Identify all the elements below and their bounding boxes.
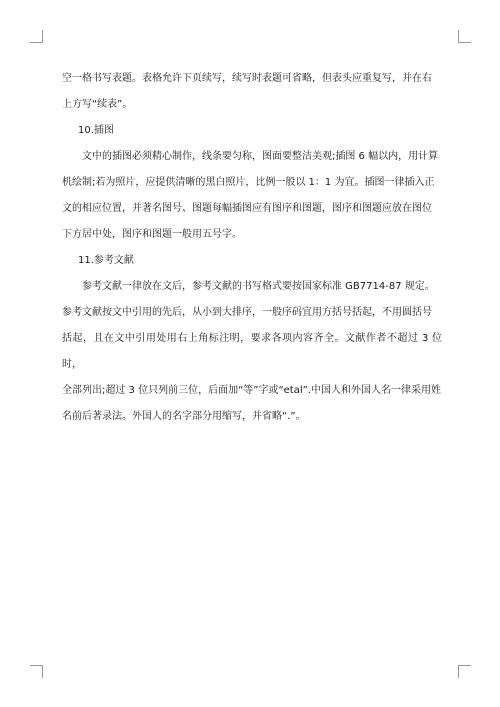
crop-mark-bottom-right [458,665,471,678]
crop-mark-bottom-left [30,665,43,678]
illustrations-paragraph: 文中的插图必须精心制作，线条要匀称，图面要整洁美观;插图 6 幅以内，用计算 机绘制;若为照片，应提供清晰的黑白照片，比例一般以 1：1 为宜。插图一律插入正 文的相应位置，并著名图号、图题每幅插图应有图序和图题，图序和图题应放在图位 下方居中处，图序和图题一般用五号字。 [62,151,439,240]
references-paragraph: 参考文献一律放在文后，参考文献的书写格式要按国家标准 GB7714-87 规定。 参考文献按文中引用的先后，从小到大排序，一般序码宜用方括号括起，不用圆括号 括起，且在文中引用处用右上角标注明，要求各项内容齐全。文献作者不超过 3 位时， 全部列出;超过 3 位只列前三位，后面加“等”字或“etal”.中国人和外国人名一律采用姓 名前后著录法。外国人的名字部分用缩写，并省略“.”。 [62,281,442,422]
crop-mark-top-left [30,30,43,43]
section-heading-references: 11.参考文献 [78,255,134,266]
section-heading-illustrations: 10.插图 [78,125,114,136]
document-body [62,66,442,430]
table-title-continuation-paragraph: 空一格书写表题。表格允许下页续写，续写时表题可省略，但表头应重复写，并在右 上方写“续表”。 [62,73,432,110]
crop-mark-top-right [458,30,471,43]
